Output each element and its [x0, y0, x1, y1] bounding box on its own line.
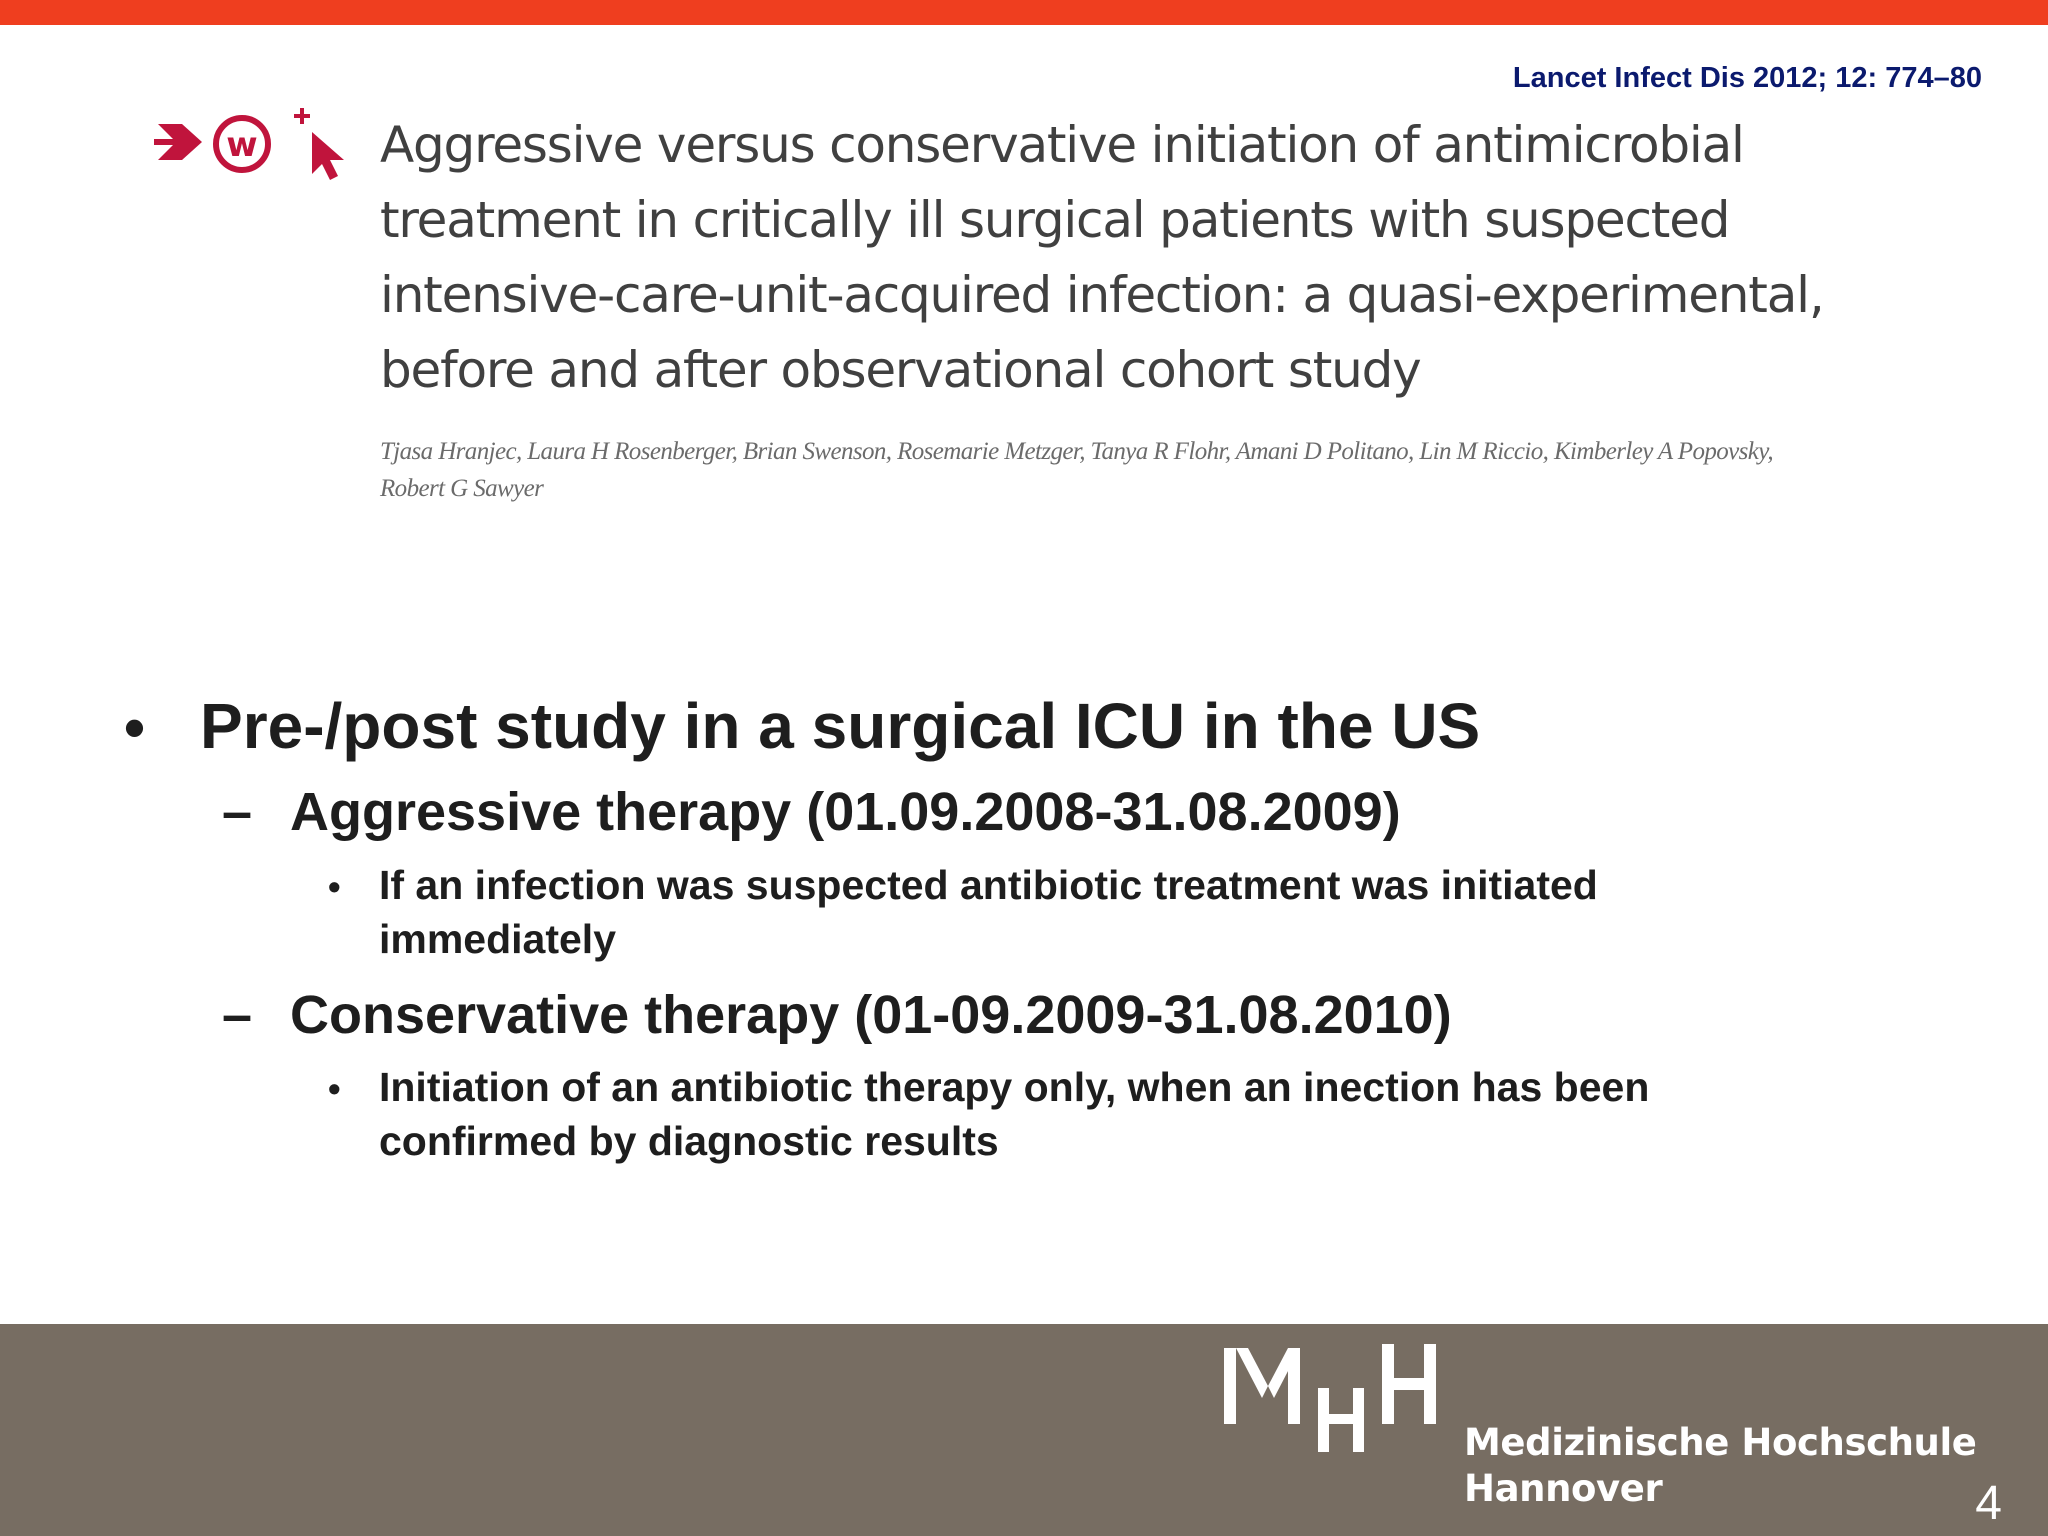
at-web-icon: [216, 118, 268, 170]
detail-line: immediately: [379, 916, 616, 962]
paper-authors-line: Tjasa Hranjec, Laura H Rosenberger, Brian Swenson, Rosemarie Metzger, Tanya R Flohr, Amani D Politano, Lin M Riccio, Kimberley A Popovsky,: [380, 438, 1774, 465]
conservative-therapy-heading: Conservative therapy (01-09.2009-31.08.2010): [290, 985, 1452, 1045]
paper-authors: [380, 433, 1880, 507]
arrow-icon: [154, 124, 202, 160]
detail-line: Initiation of an antibiotic therapy only, when an inection has been: [379, 1064, 1650, 1110]
institution-name-line: Hannover: [1464, 1467, 1663, 1510]
citation: Lancet Infect Dis 2012; 12: 774–80: [1512, 62, 1982, 94]
institution-name: [1464, 1420, 1976, 1512]
paper-title-line: Aggressive versus conservative initiation of antimicrobial: [380, 116, 1744, 174]
paper-authors-line: Robert G Sawyer: [380, 475, 544, 502]
mhh-logo-mark: [1222, 1340, 1442, 1456]
cursor-click-icon: [294, 108, 344, 180]
paper-title-line: treatment in critically ill surgical patients with suspected: [380, 191, 1730, 249]
paper-icon-group: [152, 102, 352, 182]
bullet-level1: Pre-/post study in a surgical ICU in the US: [200, 690, 1481, 762]
dash-marker: –: [222, 782, 253, 842]
detail-line: If an infection was suspected antibiotic treatment was initiated: [379, 862, 1598, 908]
page-number: 4: [1975, 1477, 2002, 1530]
paper-title-line: intensive-care-unit-acquired infection: a quasi-experimental,: [380, 266, 1824, 324]
bullet-marker: •: [124, 694, 146, 761]
aggressive-therapy-detail: [379, 858, 1598, 966]
bullet-marker: •: [328, 866, 341, 907]
aggressive-therapy-heading: Aggressive therapy (01.09.2008-31.08.2009): [290, 782, 1401, 842]
detail-line: confirmed by diagnostic results: [379, 1118, 999, 1164]
paper-title: [380, 108, 1900, 408]
svg-text:w: w: [226, 125, 258, 165]
institution-name-line: Medizinische Hochschule: [1464, 1421, 1977, 1464]
dash-marker: –: [222, 985, 253, 1045]
conservative-therapy-detail: [379, 1060, 1649, 1168]
bullet-marker: •: [328, 1068, 341, 1109]
top-accent-bar: [0, 0, 2048, 25]
paper-title-line: before and after observational cohort study: [380, 341, 1421, 399]
